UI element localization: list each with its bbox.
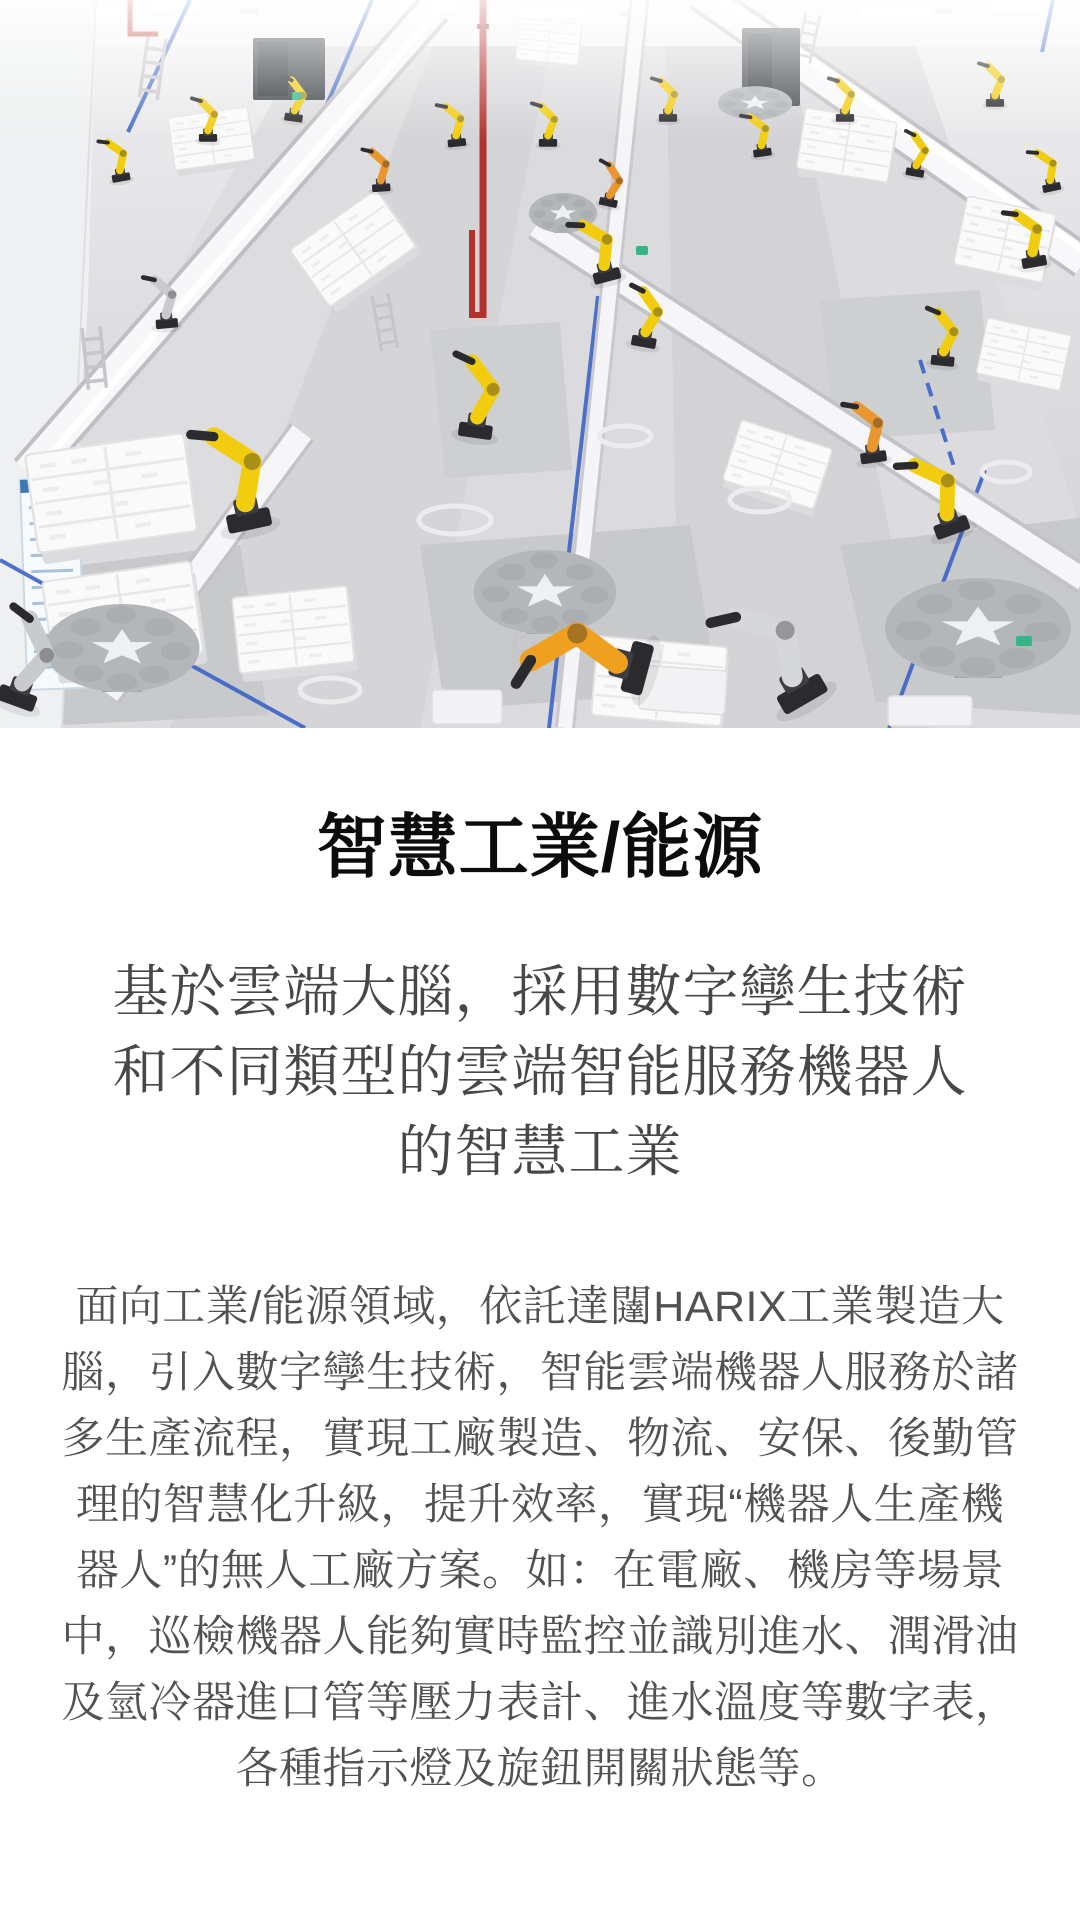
factory-video-frame [0,0,1080,728]
section-subtitle [0,952,1080,1192]
subtitle-line-3: 的智慧工業 [397,1120,683,1183]
subtitle-line-1: 基於雲端大腦，採用數字孿生技術 [112,960,968,1023]
section-title: 智慧工業/能源 [316,808,764,886]
subtitle-line-2: 和不同類型的雲端智能服務機器人 [112,1040,968,1103]
section-smart-industry [0,808,1080,1802]
section-body: 面向工業/能源領域，依託達闥HARIX工業製造大腦，引入數字孿生技術，智能雲端機器人服務於諸多生產流程，實現工廠製造、物流、安保、後勤管理的智慧化升級，提升效率，實現“機器人生產機器人”的無人工廠方案。如：在電廠、機房等場景中，巡檢機器人能夠實時監控並識別進水、潤滑油及氫冷器進口管等壓力表計、進水溫度等數字表，各種指示燈及旋鈕開關狀態等。 [61,1283,1019,1793]
factory-render-graphic [0,0,1080,728]
